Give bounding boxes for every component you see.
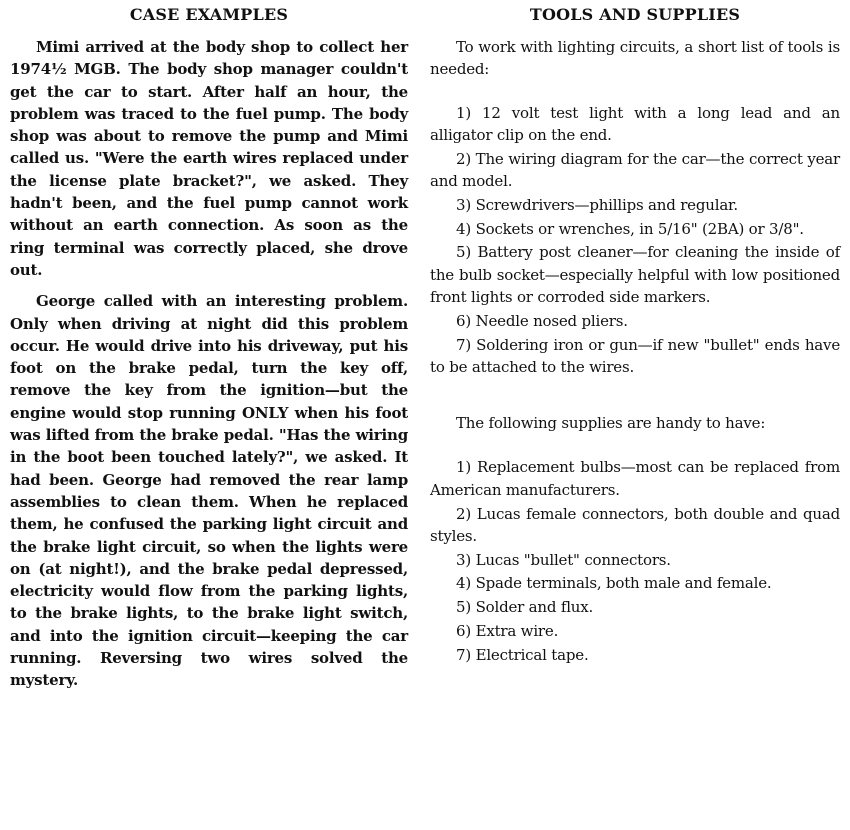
- tools-supplies-column: [430, 4, 840, 668]
- case-examples-heading: CASE EXAMPLES: [129, 5, 289, 24]
- supplies-intro: The following supplies are handy to have:: [456, 414, 766, 433]
- tools-supplies-heading: TOOLS AND SUPPLIES: [529, 5, 741, 24]
- supply-item: 3) Lucas "bullet" connectors.: [456, 550, 671, 569]
- case-examples-column: [10, 4, 408, 701]
- tool-item: 2) The wiring diagram for the car—the correct year and model.: [430, 149, 840, 190]
- supply-item: 4) Spade terminals, both male and female.: [456, 574, 772, 593]
- tool-item: 4) Sockets or wrenches, in 5/16" (2BA) or 3/8".: [456, 219, 804, 238]
- tools-intro: To work with lighting circuits, a short list of tools is needed:: [430, 38, 840, 79]
- supply-item: 6) Extra wire.: [456, 622, 559, 641]
- supply-item: 1) Replacement bulbs—most can be replaced from American manufacturers.: [430, 458, 840, 499]
- tool-item: 1) 12 volt test light with a long lead and an alligator clip on the end.: [430, 103, 840, 144]
- tool-item: 3) Screwdrivers—phillips and regular.: [456, 195, 738, 214]
- tool-item: 7) Soldering iron or gun—if new "bullet" ends have to be attached to the wires.: [430, 335, 840, 376]
- tool-item: 5) Battery post cleaner—for cleaning the inside of the bulb socket—especially helpful with low positioned front lights or corroded side markers.: [430, 243, 840, 306]
- case-example-mimi: Mimi arrived at the body shop to collect her 1974½ MGB. The body shop manager couldn't get the car to start. After half an hour, the problem was traced to the fuel pump. The body shop was about to remove the pump and Mimi called us. "Were the earth wires replaced under the license plate bracket?", we asked. They hadn't been, and the fuel pump cannot work without an earth connection. As soon as the ring terminal was correctly placed, she drove out.: [10, 38, 408, 279]
- tool-item: 6) Needle nosed pliers.: [456, 311, 628, 330]
- supplies-list: [430, 456, 840, 666]
- case-example-george: George called with an interesting problem. Only when driving at night did this problem occur. He would drive into his driveway, put his foot on the brake pedal, turn the key off, remove the key from the ignition—but the engine would stop running ONLY when his foot was lifted from the brake pedal. "Has the wiring in the boot been touched lately?", we asked. It had been. George had removed the rear lamp assemblies to clean them. When he replaced them, he confused the parking light circuit and the brake light circuit, so when the lights were on (at night!), and the brake pedal depressed, electricity would flow from the parking lights, to the brake lights, to the brake light switch, and into the ignition circuit—keeping the car running. Reversing two wires solved the mystery.: [10, 292, 408, 690]
- supply-item: 7) Electrical tape.: [456, 645, 589, 664]
- supply-item: 5) Solder and flux.: [456, 598, 594, 617]
- supply-item: 2) Lucas female connectors, both double and quad styles.: [430, 504, 840, 545]
- tools-list: [430, 102, 840, 379]
